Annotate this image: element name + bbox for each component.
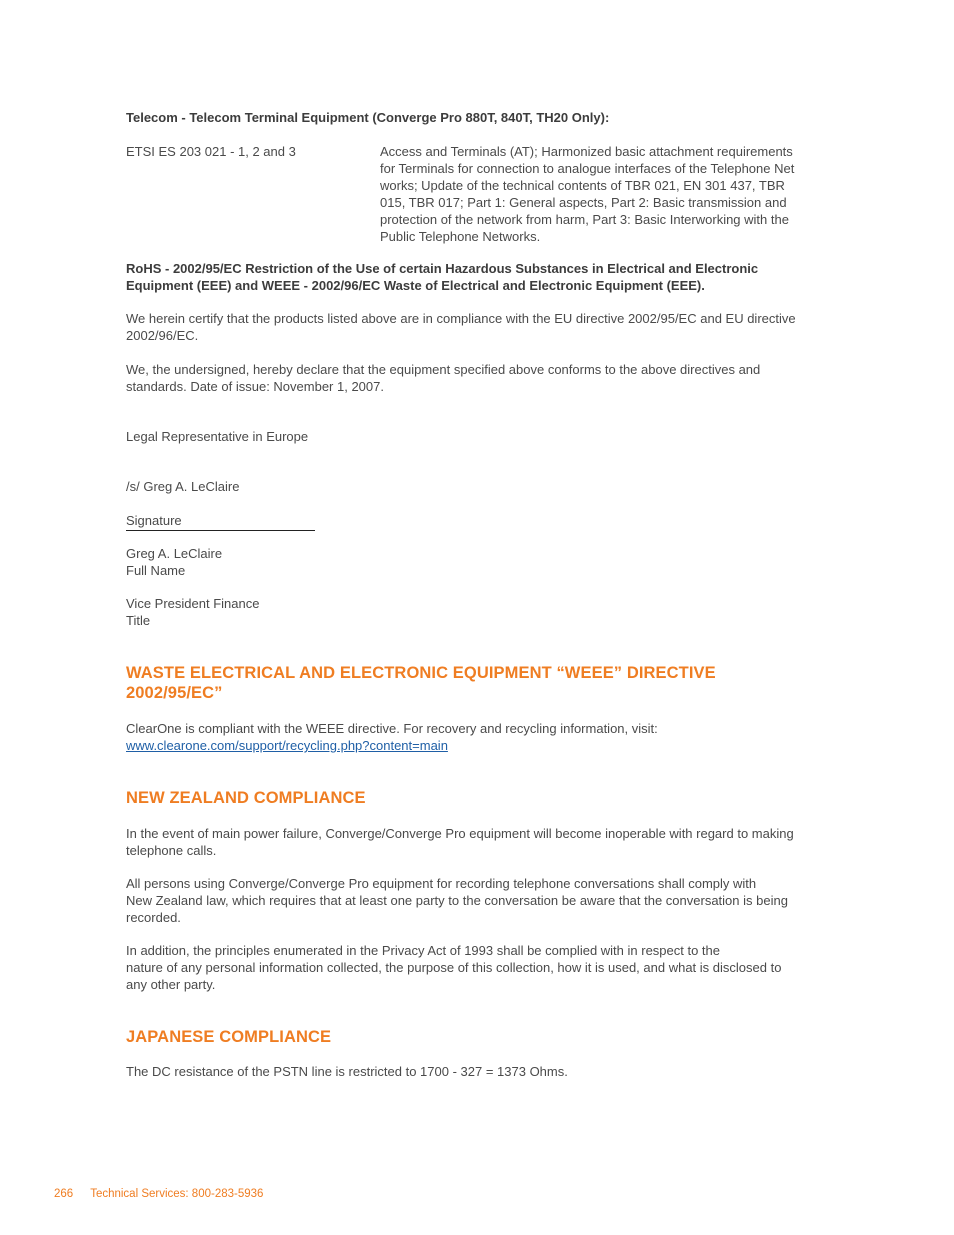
rohs-declare-paragraph: [126, 361, 836, 395]
nz-line: In the event of main power failure, Converge/Converge Pro equipment will become inoperable with regard to making: [126, 826, 794, 841]
weee-heading-line: WASTE ELECTRICAL AND ELECTRONIC EQUIPMENT “WEEE” DIRECTIVE: [126, 664, 716, 682]
rohs-heading-line: RoHS - 2002/95/EC Restriction of the Use of certain Hazardous Substances in Electrical and Electronic: [126, 261, 759, 276]
nz-paragraph-1: [126, 825, 836, 859]
nz-line: In addition, the principles enumerated in the Privacy Act of 1993 shall be complied with in respect to the: [126, 943, 721, 958]
signature-label: Signature: [126, 513, 182, 528]
telecom-description-line: for Terminals for connection to analogue interfaces of the Telephone Net: [380, 161, 795, 176]
telecom-description-line: 015, TBR 017; Part 1: General aspects, Part 2: Basic transmission and: [380, 195, 787, 210]
nz-line: nature of any personal information collected, the purpose of this collection, how it is used, and what is disclosed to: [126, 960, 782, 975]
telecom-description: [380, 143, 840, 245]
rohs-certify-line: We herein certify that the products listed above are in compliance with the EU directive 2002/95/EC and EU directive: [126, 311, 796, 326]
rohs-certify-paragraph: [126, 310, 836, 344]
nz-paragraph-2: [126, 875, 836, 926]
weee-heading: [126, 663, 836, 703]
rohs-heading-line: Equipment (EEE) and WEEE - 2002/96/EC Waste of Electrical and Electronic Equipment (EEE).: [126, 278, 705, 293]
telecom-description-line: protection of the network from harm, Part 3: Basic Interworking with the: [380, 212, 789, 227]
nz-line: recorded.: [126, 910, 181, 925]
japanese-heading: JAPANESE COMPLIANCE: [126, 1028, 332, 1046]
technical-services: Technical Services: 800-283-5936: [90, 1188, 264, 1200]
signed-name: /s/ Greg A. LeClaire: [126, 479, 240, 494]
new-zealand-heading: NEW ZEALAND COMPLIANCE: [126, 789, 366, 807]
telecom-heading: Telecom - Telecom Terminal Equipment (Converge Pro 880T, 840T, TH20 Only):: [126, 110, 610, 125]
telecom-description-line: works; Update of the technical contents of TBR 021, EN 301 437, TBR: [380, 178, 785, 193]
rohs-declare-line: We, the undersigned, hereby declare that the equipment specified above conforms to the above directives and: [126, 362, 761, 377]
title-label: Title: [126, 613, 151, 628]
full-name-label: Full Name: [126, 563, 186, 578]
weee-heading-line: 2002/95/EC”: [126, 684, 223, 702]
rohs-certify-line: 2002/96/EC.: [126, 328, 199, 343]
title-block: [126, 595, 259, 629]
legal-representative-label: Legal Representative in Europe: [126, 429, 309, 444]
page-footer: [54, 1186, 277, 1203]
title-value: Vice President Finance: [126, 596, 260, 611]
rohs-declare-line: standards. Date of issue: November 1, 2007.: [126, 379, 384, 394]
nz-line: any other party.: [126, 977, 216, 992]
full-name-value: Greg A. LeClaire: [126, 546, 223, 561]
nz-paragraph-3: [126, 942, 836, 993]
weee-text: ClearOne is compliant with the WEEE directive. For recovery and recycling information, visit:: [126, 721, 658, 736]
telecom-description-line: Access and Terminals (AT); Harmonized basic attachment requirements: [380, 144, 793, 159]
nz-line: telephone calls.: [126, 843, 217, 858]
telecom-standard: ETSI ES 203 021 - 1, 2 and 3: [126, 144, 296, 159]
recycling-link[interactable]: www.clearone.com/support/recycling.php?content=main: [126, 738, 448, 753]
rohs-heading: [126, 260, 836, 294]
full-name-block: [126, 545, 222, 579]
nz-line: All persons using Converge/Converge Pro equipment for recording telephone conversations shall comply with: [126, 876, 757, 891]
telecom-description-line: Public Telephone Networks.: [380, 229, 541, 244]
nz-line: New Zealand law, which requires that at least one party to the conversation be aware that the conversation is being: [126, 893, 788, 908]
page-number: 266: [54, 1188, 74, 1200]
japanese-text: The DC resistance of the PSTN line is restricted to 1700 - 327 = 1373 Ohms.: [126, 1064, 568, 1079]
weee-paragraph: [126, 720, 836, 754]
signature-line: [126, 530, 315, 531]
